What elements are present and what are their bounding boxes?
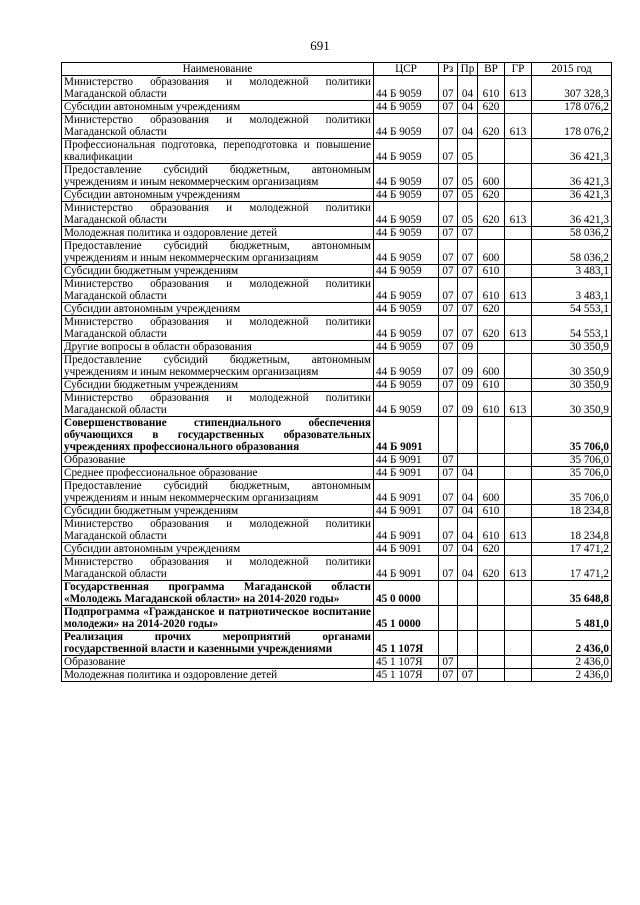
cell-amount: 30 350,9: [532, 354, 612, 379]
cell-csr: 44 Б 9059: [374, 101, 439, 114]
page-number: 691: [310, 38, 330, 53]
cell-name: Предоставление субсидий бюджетным, автономным учреждениям и иным некоммерческим организациям: [62, 354, 374, 379]
table-row: [62, 76, 612, 101]
cell-pr: 09: [458, 341, 478, 354]
cell-gr: 613: [505, 278, 532, 303]
table-row: [62, 606, 612, 631]
cell-rz: 07: [439, 164, 458, 189]
header-year: 2015 год: [532, 63, 612, 76]
cell-gr: [505, 543, 532, 556]
cell-gr: 613: [505, 114, 532, 139]
cell-csr: 44 Б 9059: [374, 354, 439, 379]
cell-csr: 44 Б 9059: [374, 114, 439, 139]
cell-rz: 07: [439, 505, 458, 518]
table-row: [62, 202, 612, 227]
cell-name: Министерство образования и молодежной политики Магаданской области: [62, 278, 374, 303]
cell-csr: 44 Б 9059: [374, 265, 439, 278]
cell-vr: [478, 631, 505, 656]
cell-pr: [458, 417, 478, 454]
cell-rz: 07: [439, 240, 458, 265]
cell-pr: 07: [458, 265, 478, 278]
table-row: [62, 392, 612, 417]
cell-vr: 620: [478, 202, 505, 227]
cell-csr: 44 Б 9059: [374, 164, 439, 189]
cell-pr: 05: [458, 189, 478, 202]
cell-gr: 613: [505, 556, 532, 581]
cell-pr: [458, 454, 478, 467]
cell-pr: 05: [458, 139, 478, 164]
cell-name: Молодежная политика и оздоровление детей: [62, 669, 374, 682]
cell-rz: 07: [439, 669, 458, 682]
cell-rz: 07: [439, 656, 458, 669]
cell-vr: [478, 606, 505, 631]
table-row: [62, 417, 612, 454]
cell-vr: [478, 669, 505, 682]
cell-vr: 620: [478, 316, 505, 341]
table-row: [62, 656, 612, 669]
table-row: [62, 480, 612, 505]
cell-amount: 17 471,2: [532, 556, 612, 581]
table-row: [62, 265, 612, 278]
cell-pr: 09: [458, 354, 478, 379]
cell-csr: 44 Б 9059: [374, 189, 439, 202]
header-gr: ГР: [505, 63, 532, 76]
cell-gr: [505, 505, 532, 518]
cell-vr: 600: [478, 164, 505, 189]
cell-rz: 07: [439, 227, 458, 240]
cell-name: Образование: [62, 656, 374, 669]
table-row: [62, 101, 612, 114]
cell-vr: 610: [478, 505, 505, 518]
cell-rz: 07: [439, 543, 458, 556]
header-vr: ВР: [478, 63, 505, 76]
cell-pr: 09: [458, 392, 478, 417]
cell-gr: [505, 139, 532, 164]
cell-vr: [478, 467, 505, 480]
table-header-row: [62, 63, 612, 76]
cell-name: Министерство образования и молодежной политики Магаданской области: [62, 76, 374, 101]
cell-gr: [505, 101, 532, 114]
cell-csr: 45 1 107Я: [374, 656, 439, 669]
cell-pr: 07: [458, 240, 478, 265]
table-row: [62, 164, 612, 189]
cell-csr: 44 Б 9091: [374, 417, 439, 454]
cell-rz: 07: [439, 354, 458, 379]
cell-vr: 620: [478, 101, 505, 114]
cell-rz: [439, 581, 458, 606]
cell-name: Субсидии автономным учреждениям: [62, 189, 374, 202]
cell-csr: 45 1 107Я: [374, 631, 439, 656]
cell-rz: 07: [439, 392, 458, 417]
cell-rz: [439, 417, 458, 454]
cell-gr: [505, 189, 532, 202]
cell-gr: [505, 379, 532, 392]
cell-vr: 610: [478, 379, 505, 392]
cell-rz: [439, 631, 458, 656]
cell-vr: 610: [478, 392, 505, 417]
cell-amount: 307 328,3: [532, 76, 612, 101]
cell-amount: 178 076,2: [532, 101, 612, 114]
cell-amount: 58 036,2: [532, 240, 612, 265]
cell-gr: [505, 354, 532, 379]
cell-csr: 44 Б 9059: [374, 202, 439, 227]
cell-amount: 36 421,3: [532, 164, 612, 189]
cell-name: Подпрограмма «Гражданское и патриотическое воспитание молодежи» на 2014-2020 годы»: [62, 606, 374, 631]
table-row: [62, 303, 612, 316]
cell-name: Образование: [62, 454, 374, 467]
cell-gr: 613: [505, 202, 532, 227]
cell-name: Субсидии бюджетным учреждениям: [62, 379, 374, 392]
cell-rz: 07: [439, 467, 458, 480]
cell-name: Государственная программа Магаданской области «Молодежь Магаданской области» на 2014-2020 годы»: [62, 581, 374, 606]
cell-amount: 35 706,0: [532, 454, 612, 467]
table-row: [62, 240, 612, 265]
cell-pr: 05: [458, 164, 478, 189]
table-row: [62, 341, 612, 354]
table-row: [62, 505, 612, 518]
cell-csr: 45 1 0000: [374, 606, 439, 631]
cell-amount: 54 553,1: [532, 316, 612, 341]
table-row: [62, 139, 612, 164]
header-rz: Рз: [439, 63, 458, 76]
cell-name: Субсидии бюджетным учреждениям: [62, 505, 374, 518]
table-row: [62, 669, 612, 682]
cell-name: Субсидии автономным учреждениям: [62, 543, 374, 556]
cell-pr: 07: [458, 278, 478, 303]
cell-csr: 44 Б 9059: [374, 139, 439, 164]
cell-amount: 3 483,1: [532, 278, 612, 303]
cell-amount: 54 553,1: [532, 303, 612, 316]
cell-gr: [505, 669, 532, 682]
cell-amount: 18 234,8: [532, 518, 612, 543]
cell-vr: [478, 341, 505, 354]
cell-name: Министерство образования и молодежной политики Магаданской области: [62, 392, 374, 417]
cell-gr: [505, 417, 532, 454]
cell-amount: 35 706,0: [532, 467, 612, 480]
cell-csr: 44 Б 9091: [374, 518, 439, 543]
cell-amount: 2 436,0: [532, 669, 612, 682]
cell-pr: [458, 631, 478, 656]
cell-name: Министерство образования и молодежной политики Магаданской области: [62, 316, 374, 341]
cell-rz: 07: [439, 202, 458, 227]
header-csr: ЦСР: [374, 63, 439, 76]
cell-amount: 178 076,2: [532, 114, 612, 139]
header-pr: Пр: [458, 63, 478, 76]
cell-amount: 30 350,9: [532, 392, 612, 417]
table-row: [62, 189, 612, 202]
cell-csr: 44 Б 9059: [374, 316, 439, 341]
table-row: [62, 467, 612, 480]
cell-gr: [505, 240, 532, 265]
cell-pr: 04: [458, 480, 478, 505]
cell-name: Среднее профессиональное образование: [62, 467, 374, 480]
cell-vr: [478, 417, 505, 454]
cell-gr: [505, 341, 532, 354]
cell-name: Субсидии автономным учреждениям: [62, 101, 374, 114]
cell-amount: 36 421,3: [532, 202, 612, 227]
cell-amount: 17 471,2: [532, 543, 612, 556]
cell-name: Министерство образования и молодежной политики Магаданской области: [62, 114, 374, 139]
cell-rz: 07: [439, 278, 458, 303]
cell-gr: 613: [505, 316, 532, 341]
cell-vr: 620: [478, 556, 505, 581]
cell-gr: [505, 303, 532, 316]
cell-csr: 44 Б 9091: [374, 556, 439, 581]
cell-gr: [505, 467, 532, 480]
cell-vr: [478, 581, 505, 606]
cell-name: Предоставление субсидий бюджетным, автономным учреждениям и иным некоммерческим организациям: [62, 240, 374, 265]
cell-amount: 35 648,8: [532, 581, 612, 606]
cell-vr: 620: [478, 189, 505, 202]
cell-name: Другие вопросы в области образования: [62, 341, 374, 354]
cell-rz: [439, 606, 458, 631]
cell-pr: 04: [458, 467, 478, 480]
cell-csr: 44 Б 9059: [374, 227, 439, 240]
cell-name: Предоставление субсидий бюджетным, автономным учреждениям и иным некоммерческим организациям: [62, 164, 374, 189]
cell-csr: 44 Б 9059: [374, 303, 439, 316]
cell-gr: 613: [505, 76, 532, 101]
table-row: [62, 631, 612, 656]
table-row: [62, 379, 612, 392]
table-row: [62, 227, 612, 240]
cell-amount: 36 421,3: [532, 189, 612, 202]
table-row: [62, 114, 612, 139]
cell-gr: 613: [505, 392, 532, 417]
cell-vr: 600: [478, 480, 505, 505]
cell-name: Министерство образования и молодежной политики Магаданской области: [62, 518, 374, 543]
cell-pr: 04: [458, 518, 478, 543]
cell-gr: 613: [505, 518, 532, 543]
cell-rz: 07: [439, 316, 458, 341]
cell-name: Министерство образования и молодежной политики Магаданской области: [62, 556, 374, 581]
cell-name: Реализация прочих мероприятий органами государственной власти и казенными учреждениями: [62, 631, 374, 656]
cell-pr: 04: [458, 101, 478, 114]
cell-csr: 44 Б 9059: [374, 392, 439, 417]
cell-vr: [478, 454, 505, 467]
cell-name: Субсидии автономным учреждениям: [62, 303, 374, 316]
cell-amount: 30 350,9: [532, 379, 612, 392]
cell-amount: 2 436,0: [532, 656, 612, 669]
cell-rz: 07: [439, 480, 458, 505]
cell-rz: 07: [439, 379, 458, 392]
cell-gr: [505, 164, 532, 189]
cell-vr: 620: [478, 543, 505, 556]
cell-vr: 620: [478, 303, 505, 316]
cell-pr: 05: [458, 202, 478, 227]
cell-gr: [505, 480, 532, 505]
cell-csr: 44 Б 9059: [374, 240, 439, 265]
cell-amount: 2 436,0: [532, 631, 612, 656]
cell-pr: [458, 606, 478, 631]
cell-pr: 07: [458, 669, 478, 682]
header-name: Наименование: [62, 63, 374, 76]
cell-pr: 04: [458, 505, 478, 518]
cell-name: Субсидии бюджетным учреждениям: [62, 265, 374, 278]
cell-pr: 09: [458, 379, 478, 392]
cell-rz: 07: [439, 556, 458, 581]
cell-gr: [505, 227, 532, 240]
cell-csr: 44 Б 9091: [374, 543, 439, 556]
cell-name: Профессиональная подготовка, переподготовка и повышение квалификации: [62, 139, 374, 164]
table-row: [62, 316, 612, 341]
cell-vr: 600: [478, 240, 505, 265]
cell-csr: 44 Б 9059: [374, 379, 439, 392]
cell-vr: 600: [478, 354, 505, 379]
budget-table: [61, 62, 612, 682]
cell-amount: 18 234,8: [532, 505, 612, 518]
cell-csr: 45 1 107Я: [374, 669, 439, 682]
table-row: [62, 543, 612, 556]
cell-amount: 30 350,9: [532, 341, 612, 354]
cell-pr: 04: [458, 76, 478, 101]
cell-rz: 07: [439, 265, 458, 278]
cell-pr: [458, 581, 478, 606]
cell-pr: 04: [458, 114, 478, 139]
cell-gr: [505, 581, 532, 606]
cell-amount: 3 483,1: [532, 265, 612, 278]
cell-csr: 44 Б 9091: [374, 505, 439, 518]
cell-vr: [478, 227, 505, 240]
cell-rz: 07: [439, 518, 458, 543]
cell-csr: 45 0 0000: [374, 581, 439, 606]
cell-name: Молодежная политика и оздоровление детей: [62, 227, 374, 240]
cell-rz: 07: [439, 454, 458, 467]
cell-amount: 35 706,0: [532, 417, 612, 454]
cell-name: Совершенствование стипендиального обеспечения обучающихся в государственных образовательных учреждениях профессионального образования: [62, 417, 374, 454]
cell-pr: [458, 656, 478, 669]
cell-vr: 620: [478, 114, 505, 139]
cell-csr: 44 Б 9091: [374, 467, 439, 480]
cell-gr: [505, 631, 532, 656]
cell-csr: 44 Б 9059: [374, 76, 439, 101]
cell-gr: [505, 606, 532, 631]
cell-gr: [505, 656, 532, 669]
cell-gr: [505, 265, 532, 278]
cell-csr: 44 Б 9059: [374, 278, 439, 303]
cell-pr: 04: [458, 543, 478, 556]
cell-vr: [478, 656, 505, 669]
cell-csr: 44 Б 9091: [374, 480, 439, 505]
cell-gr: [505, 454, 532, 467]
cell-amount: 35 706,0: [532, 480, 612, 505]
cell-rz: 07: [439, 114, 458, 139]
cell-amount: 36 421,3: [532, 139, 612, 164]
table-row: [62, 518, 612, 543]
cell-rz: 07: [439, 139, 458, 164]
cell-vr: 610: [478, 265, 505, 278]
cell-pr: 07: [458, 316, 478, 341]
cell-rz: 07: [439, 303, 458, 316]
cell-csr: 44 Б 9091: [374, 454, 439, 467]
cell-rz: 07: [439, 341, 458, 354]
cell-name: Министерство образования и молодежной политики Магаданской области: [62, 202, 374, 227]
table-row: [62, 454, 612, 467]
cell-name: Предоставление субсидий бюджетным, автономным учреждениям и иным некоммерческим организациям: [62, 480, 374, 505]
cell-rz: 07: [439, 101, 458, 114]
cell-vr: 610: [478, 76, 505, 101]
cell-rz: 07: [439, 76, 458, 101]
cell-vr: [478, 139, 505, 164]
cell-rz: 07: [439, 189, 458, 202]
table-row: [62, 278, 612, 303]
table-row: [62, 581, 612, 606]
cell-vr: 610: [478, 518, 505, 543]
cell-csr: 44 Б 9059: [374, 341, 439, 354]
cell-amount: 5 481,0: [532, 606, 612, 631]
cell-pr: 04: [458, 556, 478, 581]
cell-pr: 07: [458, 227, 478, 240]
cell-pr: 07: [458, 303, 478, 316]
cell-vr: 610: [478, 278, 505, 303]
table-row: [62, 556, 612, 581]
cell-amount: 58 036,2: [532, 227, 612, 240]
table-row: [62, 354, 612, 379]
